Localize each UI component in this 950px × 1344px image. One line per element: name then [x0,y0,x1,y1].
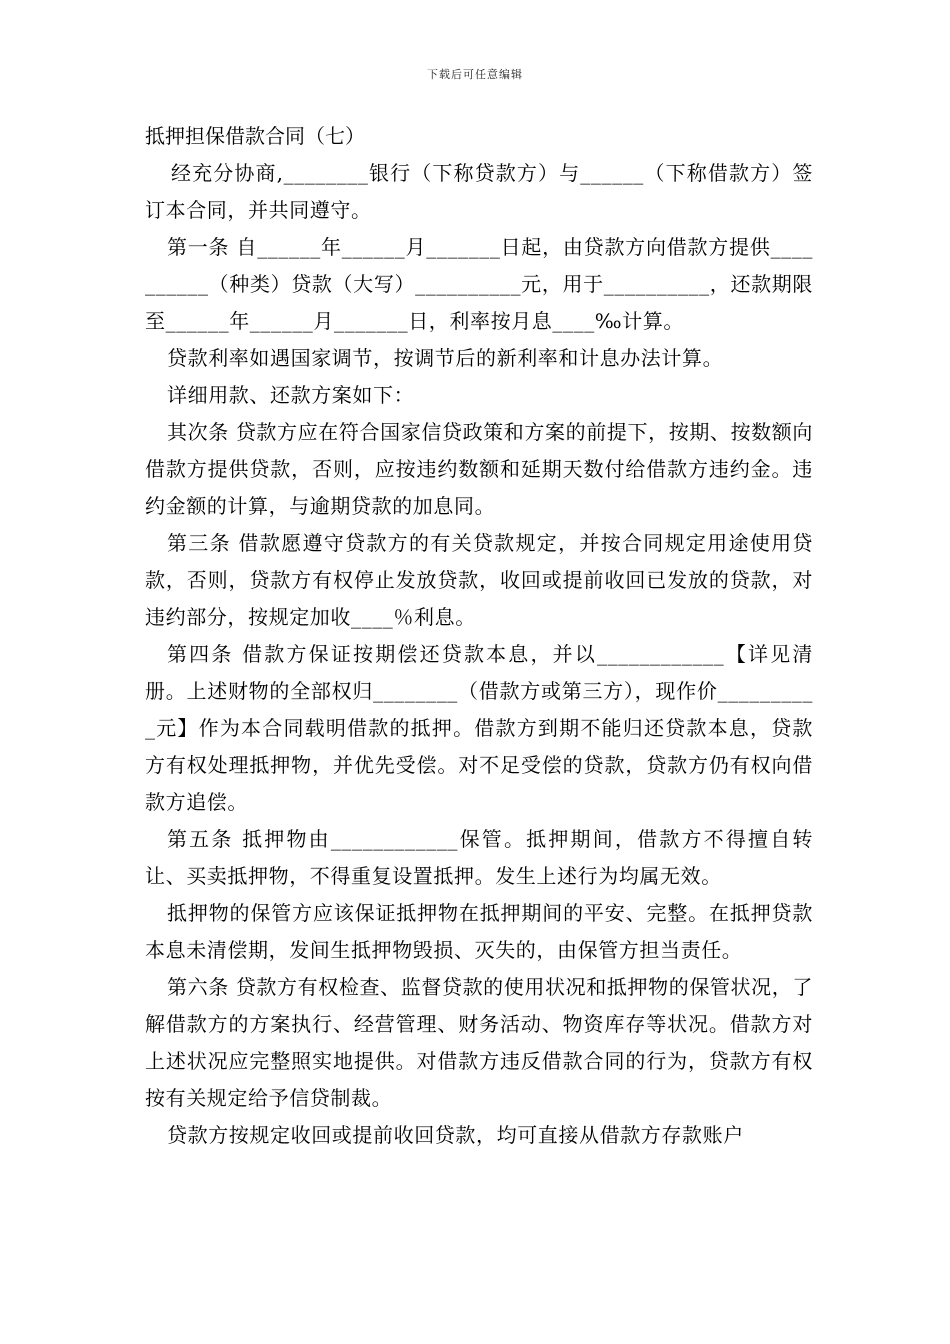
document-title: 抵押担保借款合同（七） [145,124,365,148]
paragraph-article-1: 第一条 自______年______月_______日起，由贷款方向借款方提供__________（种类）贷款（大写）__________元，用于__________，还款期限至______年______月_______日，利率按月息____‰计算。 [145,235,813,333]
paragraph-interest-adjustment: 贷款利率如遇国家调节，按调节后的新利率和计息办法计算。 [167,346,724,370]
paragraph-preamble: 经充分协商,________银行（下称贷款方）与______（下称借款方）签订本合同，并共同遵守。 [145,161,813,222]
paragraph-custody-duty: 抵押物的保管方应该保证抵押物在抵押期间的平安、完整。在抵押贷款本息未清偿期，发间生抵押物毁损、灭失的，由保管方担当责任。 [145,901,813,962]
document-body [145,118,813,1154]
paragraph-article-4: 第四条 借款方保证按期偿还贷款本息，并以____________【详见清册。上述财物的全部权归________（借款方或第三方），现作价__________元】作为本合同载明借款的抵押。借款方到期不能归还贷款本息，贷款方有权处理抵押物，并优先受偿。对不足受偿的贷款，贷款方仍有权向借款方追偿。 [145,642,813,814]
paragraph-article-2: 其次条 贷款方应在符合国家信贷政策和方案的前提下，按期、按数额向借款方提供贷款，否则，应按违约数额和延期天数付给借款方违约金。违约金额的计算，与逾期贷款的加息同。 [145,420,813,518]
page-header-note: 下载后可任意编辑 [427,68,523,81]
paragraph-article-5: 第五条 抵押物由____________保管。抵押期间，借款方不得擅自转让、买卖抵押物，不得重复设置抵押。发生上述行为均属无效。 [145,827,813,888]
paragraph-article-3: 第三条 借款愿遵守贷款方的有关贷款规定，并按合同规定用途使用贷款，否则，贷款方有权停止发放贷款，收回或提前收回已发放的贷款，对违约部分，按规定加收____％利息。 [145,531,813,629]
paragraph-article-6: 第六条 贷款方有权检查、监督贷款的使用状况和抵押物的保管状况，了解借款方的方案执行、经营管理、财务活动、物资库存等状况。借款方对上述状况应完整照实地提供。对借款方违反借款合同的行为，贷款方有权按有关规定给予信贷制裁。 [145,975,813,1110]
paragraph-repayment-plan: 详细用款、还款方案如下： [167,383,415,407]
paragraph-loan-recovery: 贷款方按规定收回或提前收回贷款，均可直接从借款方存款账户 [167,1123,744,1147]
